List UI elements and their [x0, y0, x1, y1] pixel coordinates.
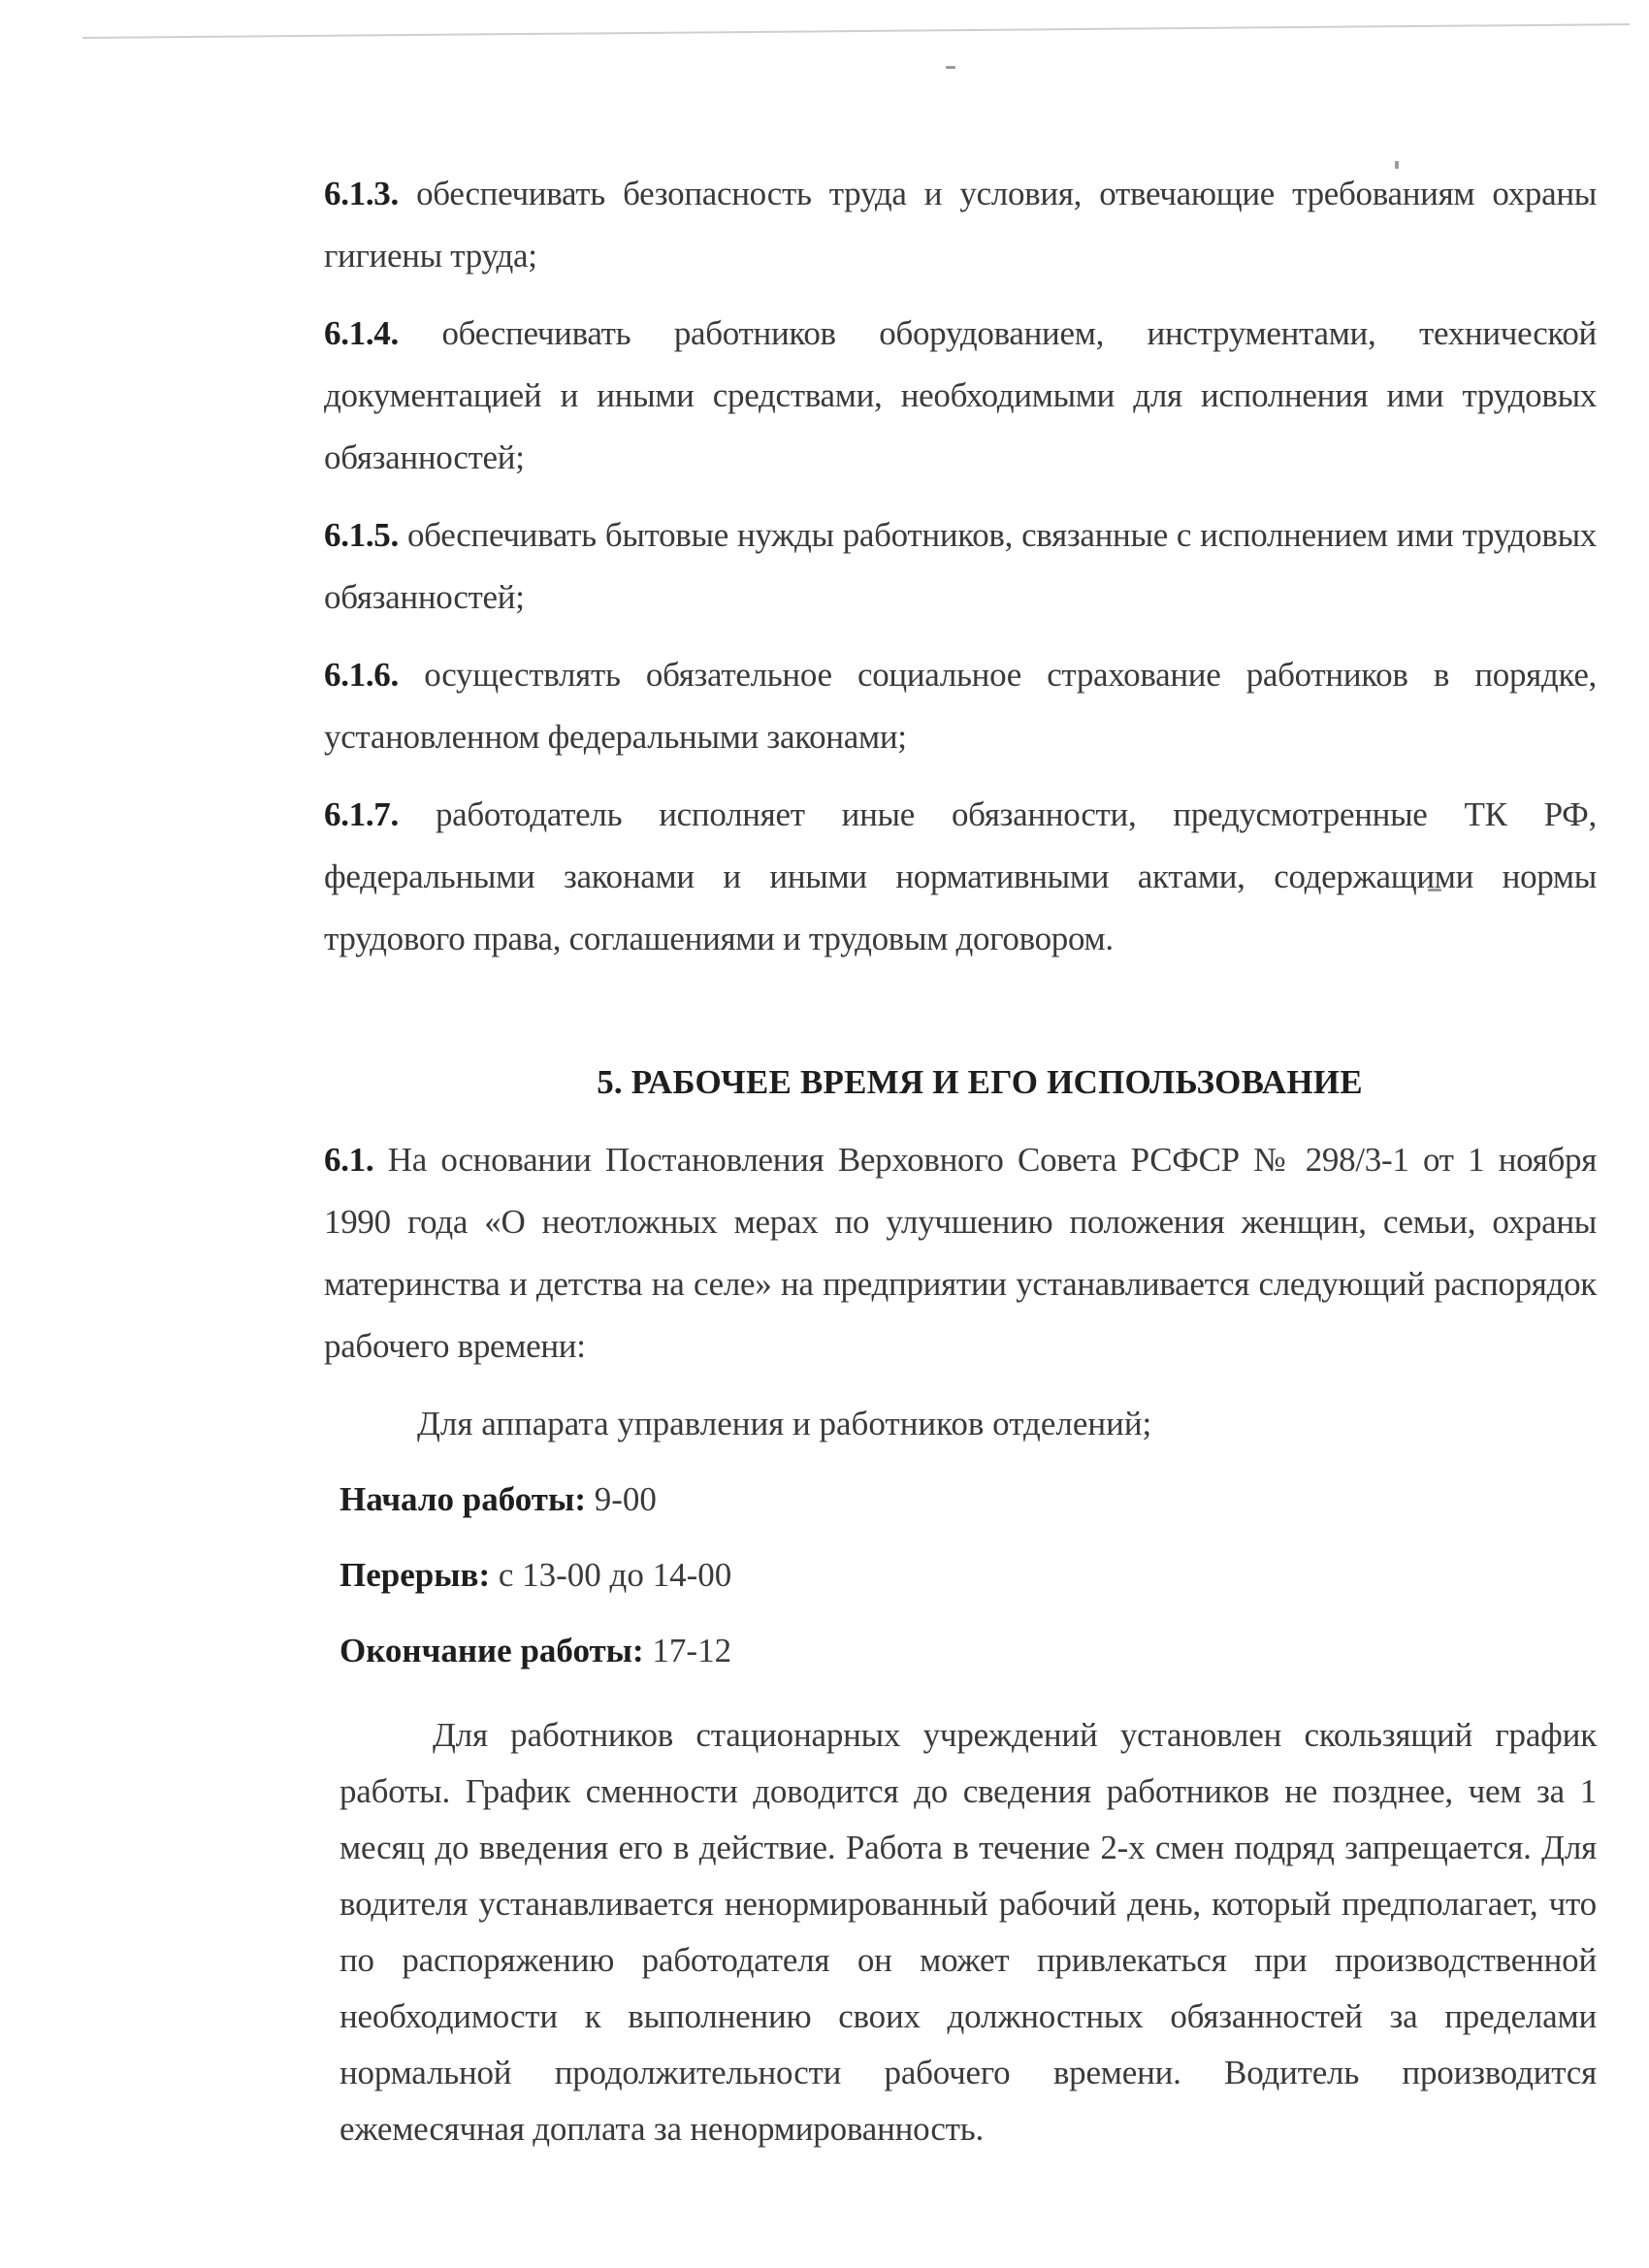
clause-6-1-3: [324, 163, 1597, 287]
schedule-end: [340, 1620, 1597, 1682]
clause-6-1: [324, 1129, 1597, 1377]
schedule-label: Начало работы:: [340, 1480, 586, 1518]
clause-number: 6.1.3.: [324, 175, 399, 212]
clause-text: обеспечивать работников оборудованием, инструментами, технической документацией и иными средствами, необходимыми для исполнения ими трудовых обязанностей;: [324, 314, 1597, 476]
clause-number: 6.1.: [324, 1141, 374, 1179]
clause-text: обеспечивать бытовые нужды работников, связанные с исполнением ими трудовых обязанностей;: [324, 516, 1597, 616]
schedule-start: [340, 1469, 1597, 1531]
clause-text: На основании Постановления Верховного Совета РСФСР № 298/3-1 от 1 ноября 1990 года «О неотложных мерах по улучшению положения женщин, семьи, охраны материнства и детства на селе» на предприятии устанавливается следующий распорядок рабочего времени:: [324, 1141, 1597, 1365]
schedule-value: с 13-00 до 14-00: [490, 1556, 732, 1594]
clause-number: 6.1.6.: [324, 656, 399, 694]
clause-number: 6.1.4.: [324, 314, 399, 352]
document-page: [324, 163, 1597, 2157]
closing-paragraph: Для работников стационарных учреждений установлен скользящий график работы. График сменности доводится до сведения работников не позднее, чем за 1 месяц до введения его в действие. Работа в течение 2-х смен подряд запрещается. Для водителя устанавливается ненормированный рабочий день, который предполагает, что по распоряжению работодателя он может привлекаться при производственной необходимости к выполнению своих должностных обязанностей за пределами нормальной продолжительности рабочего времени. Водитель производится ежемесячная доплата за ненормированность.: [340, 1716, 1597, 2148]
section-heading: 5. РАБОЧЕЕ ВРЕМЯ И ЕГО ИСПОЛЬЗОВАНИЕ: [597, 1063, 1363, 1101]
clause-text: осуществлять обязательное социальное страхование работников в порядке, установленном федеральными законами;: [324, 656, 1597, 756]
clause-6-1-5: [324, 504, 1597, 629]
scan-speck: [946, 66, 955, 69]
clause-6-1-6: [324, 644, 1597, 768]
clause-number: 6.1.7.: [324, 795, 399, 833]
schedule-label: Окончание работы:: [340, 1632, 644, 1669]
schedule-break: [340, 1544, 1597, 1606]
clause-text: обеспечивать безопасность труда и условия, отвечающие требованиям охраны гигиены труда;: [324, 175, 1597, 275]
clause-text: работодатель исполняет иные обязанности, предусмотренные ТК РФ, федеральными законами и иными нормативными актами, содержащими нормы трудового права, соглашениями и трудовым договором.: [324, 795, 1597, 957]
clause-6-1-7: [324, 784, 1597, 970]
schedule-label: Перерыв:: [340, 1556, 491, 1594]
scan-edge-line: [82, 23, 1630, 39]
clause-6-1-4: [324, 303, 1597, 489]
clause-number: 6.1.5.: [324, 516, 399, 554]
schedule-value: 9-00: [585, 1480, 657, 1518]
schedule-value: 17-12: [643, 1632, 732, 1669]
schedule-intro: Для аппарата управления и работников отделений;: [417, 1405, 1152, 1442]
